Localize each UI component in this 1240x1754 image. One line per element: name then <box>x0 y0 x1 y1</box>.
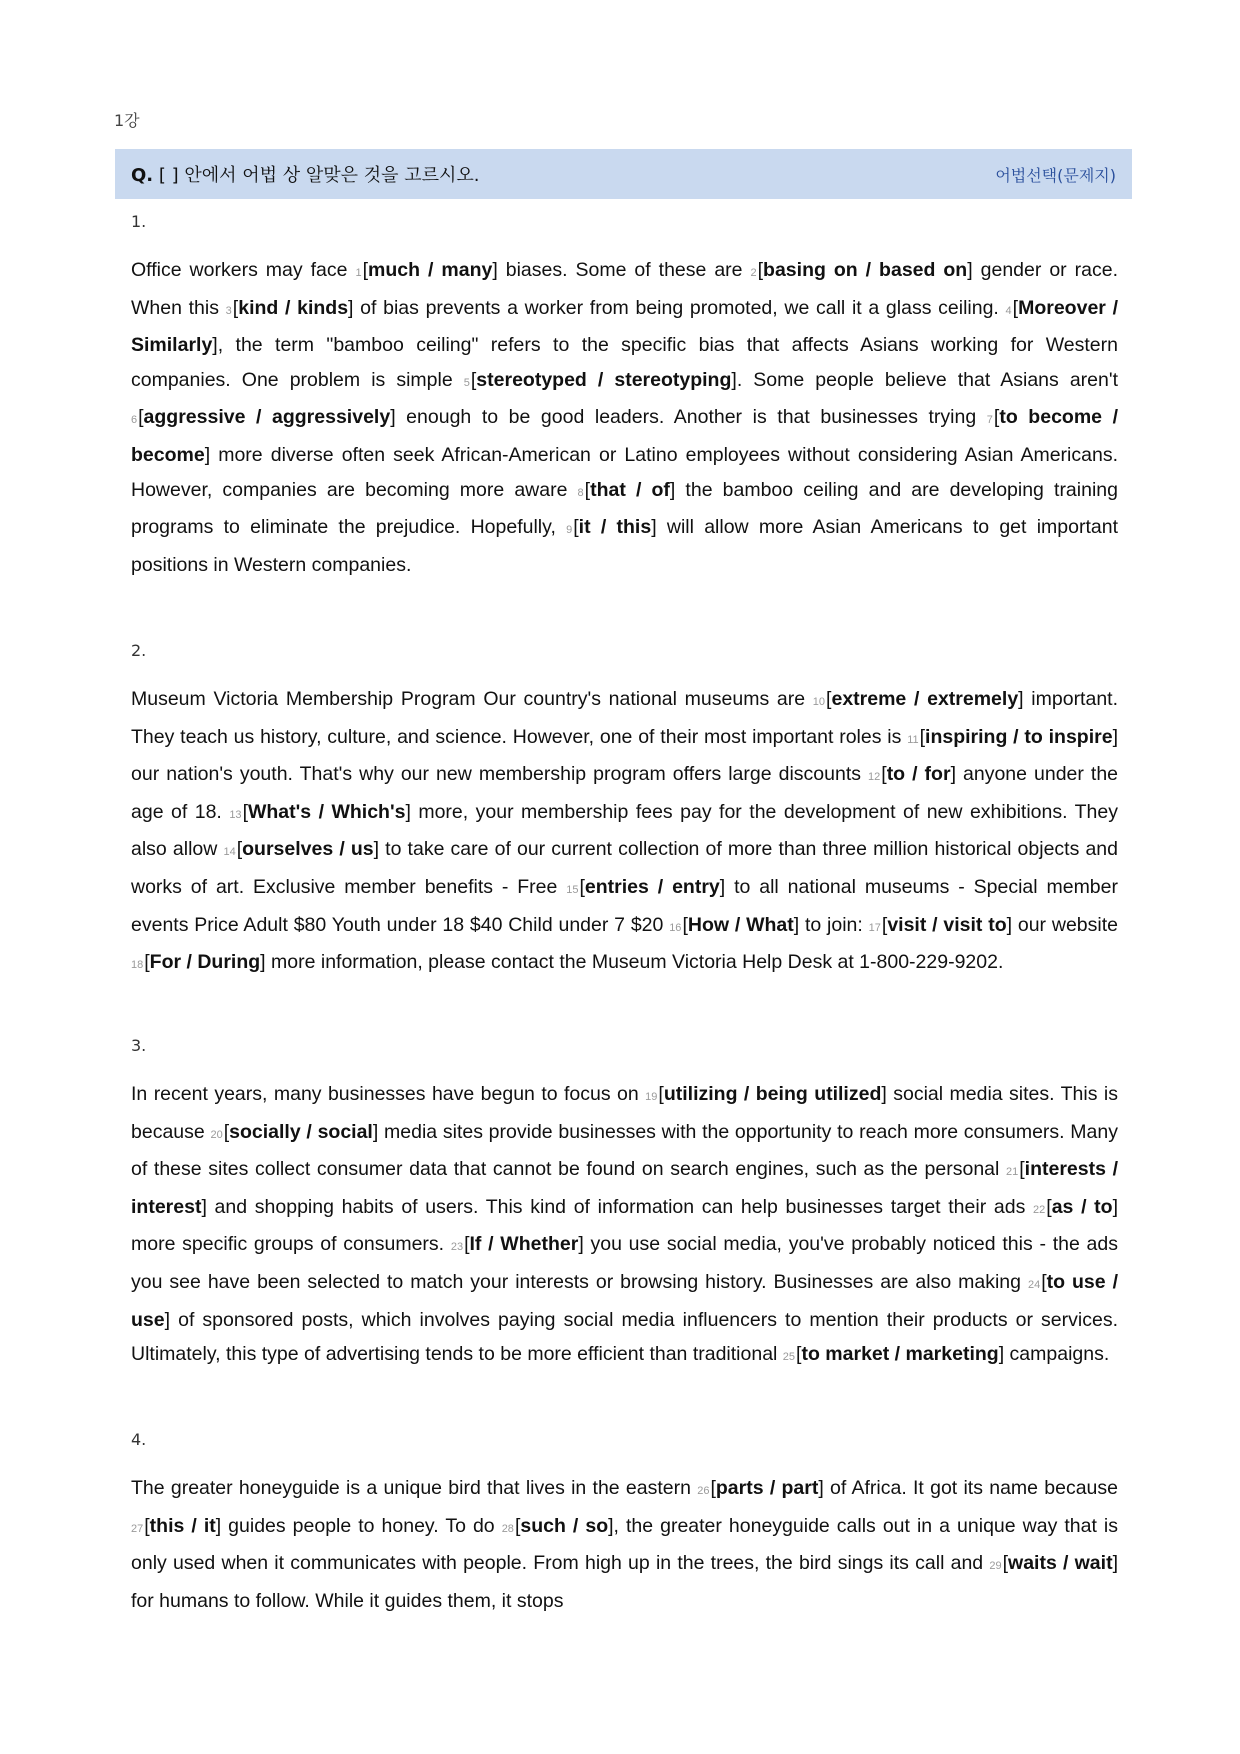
blank-number: 5 <box>463 376 470 389</box>
choice-options: such / so <box>520 1514 609 1537</box>
choice-options: as / to <box>1051 1195 1113 1218</box>
blank-number: 16 <box>669 921 682 934</box>
blank-number: 15 <box>566 883 579 896</box>
passage-number: 4. <box>131 1430 147 1449</box>
blank-number: 27 <box>131 1522 144 1535</box>
choice-options: Moreover / Similarly <box>131 296 1118 357</box>
passage-text: . Some people believe that Asians aren't <box>736 368 1119 391</box>
passage-body <box>131 1471 1118 1618</box>
choice-blank-22: 22[as / to] <box>1033 1195 1118 1218</box>
passage-number: 1. <box>131 212 147 231</box>
choice-options: utilizing / being utilized <box>663 1083 882 1105</box>
choice-options: waits / wait <box>1008 1552 1113 1575</box>
choice-options: aggressive / aggressively <box>143 406 391 429</box>
choice-options: extreme / extremely <box>831 688 1019 710</box>
passage-text: campaigns. <box>1004 1343 1110 1366</box>
passage-2 <box>131 641 1118 983</box>
choice-blank-23: 23[If / Whether] <box>450 1233 584 1256</box>
choice-blank-9: 9[it / this] <box>566 516 657 539</box>
choice-options: visit / visit to <box>887 913 1007 936</box>
blank-number: 4 <box>1005 304 1012 317</box>
passage-text: biases. Some of these are <box>497 259 751 281</box>
choice-blank-10: 10[extreme / extremely] <box>812 688 1024 710</box>
question-text: [ ] 안에서 어법 상 알맞은 것을 고르시오. <box>158 165 480 186</box>
choice-options: inspiring / to inspire <box>925 725 1113 748</box>
passage-text: enough to be good leaders. Another is that businesses trying <box>395 406 987 429</box>
choice-blank-11: 11[inspiring / to inspire] <box>907 725 1118 748</box>
blank-number: 19 <box>645 1091 658 1103</box>
choice-options: socially / social <box>229 1120 373 1143</box>
passage-3 <box>131 1036 1118 1375</box>
passage-text: of Africa. It got its name because <box>823 1477 1118 1499</box>
choice-blank-7: 7[to become / become] <box>131 406 1118 466</box>
passage-number: 2. <box>131 641 147 660</box>
blank-number: 18 <box>131 959 144 972</box>
passage-4 <box>131 1430 1118 1618</box>
choice-blank-21: 21[interests / interest] <box>131 1158 1118 1218</box>
blank-number: 23 <box>450 1241 464 1254</box>
lesson-label: 1강 <box>114 111 140 130</box>
choice-blank-17: 17[visit / visit to] <box>868 913 1013 936</box>
question-tag: 어법선택(문제지) <box>995 165 1116 185</box>
choice-blank-29: 29[waits / wait] <box>989 1552 1118 1575</box>
choice-options: entries / entry <box>584 875 720 898</box>
blank-number: 29 <box>989 1560 1002 1573</box>
passage-text: and shopping habits of users. This kind of information can help businesses target their ads <box>206 1195 1034 1218</box>
choice-blank-6: 6[aggressive / aggressively] <box>131 406 396 429</box>
passage-text: anyone under the age of 18. <box>131 763 1119 823</box>
choice-blank-3: 3[kind / kinds] <box>225 296 354 319</box>
blank-number: 9 <box>566 524 573 537</box>
choice-options: basing on / based on <box>763 259 968 281</box>
question-instruction <box>131 161 480 187</box>
passage-text: The greater honeyguide is a unique bird that lives in the eastern <box>131 1477 698 1499</box>
passage-text: will allow more Asian Americans to get important positions in Western companies. <box>131 516 1118 576</box>
question-prefix: Q. <box>131 165 154 186</box>
choice-blank-4: 4[Moreover / Similarly] <box>131 296 1118 357</box>
passage-text: , the greater honeyguide calls out in a unique way that is only used when it communicates with people. From high up in the trees, the bird sings its call and <box>131 1514 1118 1575</box>
passage-text: important. They teach us history, culture, and science. However, one of their most important roles is <box>131 688 1119 748</box>
passage-text: of sponsored posts, which involves paying social media influencers to mention their products or services. Ultimately, this type of advertising tends to be more efficient than traditional <box>131 1308 1118 1366</box>
choice-options: that / of <box>590 478 670 501</box>
passage-text: the bamboo ceiling and are developing training programs to eliminate the prejudice. Hopefully, <box>131 478 1118 539</box>
choice-blank-25: 25[to market / marketing] <box>782 1343 1005 1366</box>
passage-text: Museum Victoria Membership Program Our country's national museums are <box>131 688 813 710</box>
passage-body <box>131 253 1118 582</box>
choice-options: this / it <box>149 1514 216 1537</box>
choice-options: much / many <box>368 259 493 281</box>
passage-text: for humans to follow. While it guides them, it stops <box>131 1589 564 1612</box>
choice-options: ourselves / us <box>242 838 374 861</box>
choice-blank-16: 16[How / What] <box>669 913 800 936</box>
passage-text: of bias prevents a worker from being promoted, we call it a glass ceiling. <box>353 296 1006 319</box>
choice-blank-2: 2[basing on / based on] <box>750 259 973 281</box>
choice-options: to use / use <box>131 1270 1118 1331</box>
passage-text: more information, please contact the Museum Victoria Help Desk at 1-800-229-9202. <box>265 951 1004 974</box>
choice-blank-27: 27[this / it] <box>131 1514 222 1537</box>
choice-options: kind / kinds <box>238 296 349 319</box>
blank-number: 2 <box>750 267 757 279</box>
passage-text: our nation's youth. That's why our new membership program offers large discounts <box>131 763 869 786</box>
passage-text: more specific groups of consumers. <box>131 1233 451 1256</box>
passage-text: our website <box>1012 913 1118 936</box>
passage-text: Office workers may face <box>131 259 356 281</box>
passage-1 <box>131 212 1118 582</box>
passage-text: media sites provide businesses with the opportunity to reach more consumers. Many of these sites collect consumer data that cannot be found on search engines, such as the personal <box>131 1120 1118 1181</box>
blank-number: 24 <box>1027 1278 1041 1291</box>
choice-options: For / During <box>149 951 261 974</box>
choice-options: interests / interest <box>131 1158 1118 1218</box>
blank-number: 14 <box>223 846 236 859</box>
choice-options: If / Whether <box>469 1233 579 1256</box>
passage-text: In recent years, many businesses have begun to focus on <box>131 1083 646 1105</box>
choice-options: parts / part <box>715 1477 819 1499</box>
choice-blank-14: 14[ourselves / us] <box>223 838 380 861</box>
passage-text: , the term "bamboo ceiling" refers to the specific bias that affects Asians working for Western companies. One problem is simple <box>131 334 1118 391</box>
passage-text: guides people to honey. To do <box>221 1514 502 1537</box>
choice-blank-13: 13[What's / Which's] <box>229 800 411 823</box>
blank-number: 13 <box>229 808 242 821</box>
passage-text: to join: <box>799 913 869 936</box>
choice-blank-12: 12[to / for] <box>868 763 956 786</box>
choice-options: How / What <box>687 913 794 936</box>
blank-number: 25 <box>782 1351 796 1364</box>
choice-blank-19: 19[utilizing / being utilized] <box>645 1083 887 1105</box>
passage-body <box>131 1077 1118 1375</box>
choice-options: to / for <box>886 763 951 786</box>
blank-number: 10 <box>812 696 826 708</box>
blank-number: 20 <box>210 1128 223 1141</box>
passage-text: to take care of our current collection of more than three million historical objects and works of art. Exclusive member benefits - Free <box>131 838 1118 898</box>
blank-number: 7 <box>986 414 993 427</box>
passage-text: more diverse often seek African-American or Latino employees without considering Asian Americans. However, companies are becoming more aware <box>131 443 1118 501</box>
blank-number: 11 <box>907 733 919 746</box>
choice-blank-15: 15[entries / entry] <box>566 875 726 898</box>
choice-blank-24: 24[to use / use] <box>131 1270 1118 1331</box>
choice-blank-5: 5[stereotyped / stereotyping] <box>463 368 737 391</box>
passage-text: to all national museums - Special member events Price Adult $80 Youth under 18 $40 Child under 7 $20 <box>131 875 1118 936</box>
passage-text: more, your membership fees pay for the development of new exhibitions. They also allow <box>131 800 1118 861</box>
blank-number: 26 <box>697 1485 710 1497</box>
blank-number: 6 <box>131 414 138 427</box>
passage-body <box>131 682 1118 983</box>
choice-options: it / this <box>578 516 652 539</box>
choice-blank-28: 28[such / so] <box>501 1514 614 1537</box>
choice-options: to become / become <box>131 406 1118 466</box>
question-header <box>115 149 1132 199</box>
choice-options: stereotyped / stereotyping <box>476 368 732 391</box>
blank-number: 28 <box>501 1522 514 1535</box>
blank-number: 22 <box>1033 1203 1046 1216</box>
blank-number: 1 <box>355 267 362 279</box>
choice-blank-1: 1[much / many] <box>355 259 498 281</box>
passage-number: 3. <box>131 1036 147 1055</box>
passage-text: social media sites. This is because <box>131 1083 1118 1143</box>
choice-blank-26: 26[parts / part] <box>697 1477 824 1499</box>
choice-blank-8: 8[that / of] <box>577 478 676 501</box>
choice-blank-18: 18[For / During] <box>131 951 266 974</box>
choice-options: What's / Which's <box>247 800 406 823</box>
choice-options: to market / marketing <box>801 1343 999 1366</box>
blank-number: 3 <box>225 304 232 317</box>
choice-blank-20: 20[socially / social] <box>210 1120 379 1143</box>
blank-number: 21 <box>1005 1166 1019 1179</box>
passage-text: you use social media, you've probably noticed this - the ads you see have been selected to match your interests or browsing history. Businesses are also making <box>131 1233 1118 1293</box>
blank-number: 12 <box>868 771 881 784</box>
blank-number: 17 <box>868 921 881 934</box>
passage-text: gender or race. When this <box>131 259 1118 319</box>
blank-number: 8 <box>577 486 584 499</box>
